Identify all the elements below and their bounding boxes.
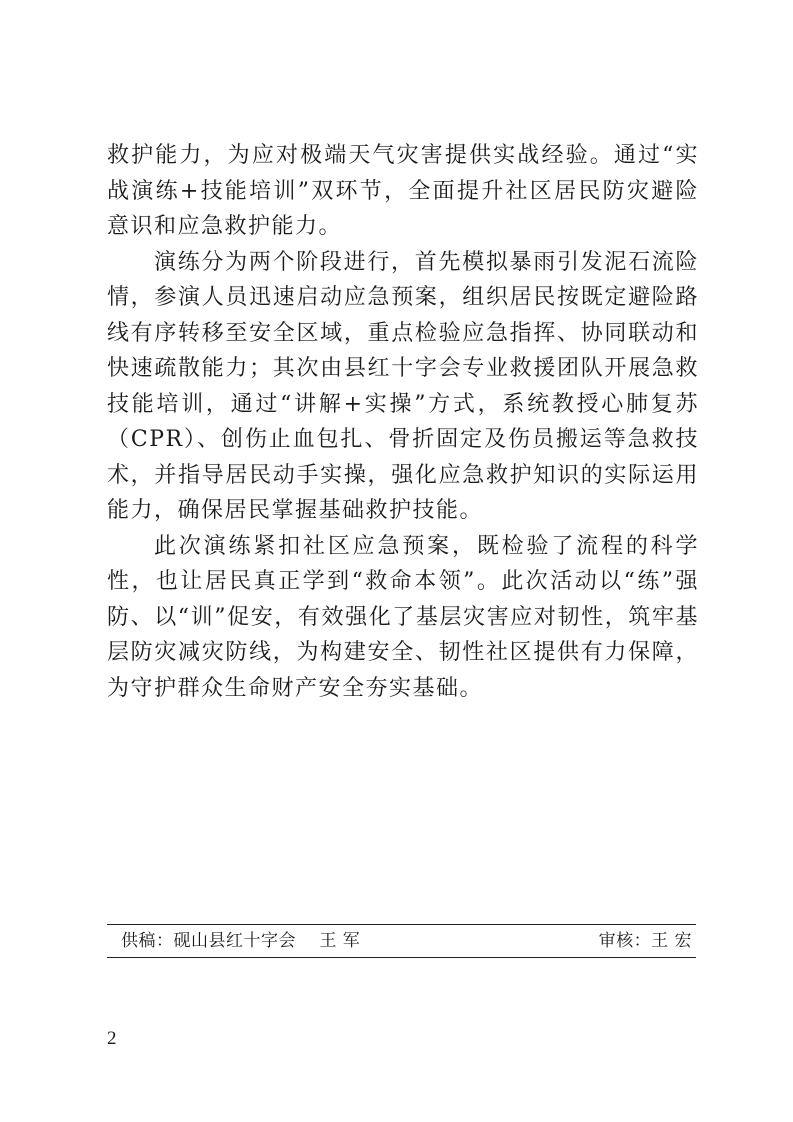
byline-box (107, 924, 696, 958)
paragraph-2: 演练分为两个阶段进行，首先模拟暴雨引发泥石流险情，参演人员迅速启动应急预案，组织居民按既定避险路线有序转移至安全区域，重点检验应急指挥、协同联动和快速疏散能力；其次由县红十字会专业救援团队开展急救技能培训，通过“讲解+实操”方式，系统教授心肺复苏（CPR）、创伤止血包扎、骨折固定及伤员搬运等急救技术，并指导居民动手实操，强化应急救护知识的实际运用能力，确保居民掌握基础救护技能。 (107, 249, 699, 523)
paragraph-1: 救护能力，为应对极端天气灾害提供实战经验。通过“实战演练+技能培训”双环节，全面提升社区居民防灾避险意识和应急救护能力。 (107, 143, 699, 239)
page-number: 2 (107, 1028, 117, 1049)
reviewer-credit: 审核：王 宏 (598, 931, 692, 951)
paragraph-3: 此次演练紧扣社区应急预案，既检验了流程的科学性，也让居民真正学到“救命本领”。此次活动以“练”强防、以“训”促安，有效强化了基层灾害应对韧性，筑牢基层防灾减灾防线，为构建安全、韧性社区提供有力保障，为守护群众生命财产安全夯实基础。 (107, 533, 699, 701)
contributor-credit: 供稿：砚山县红十字会 王 军 (121, 931, 361, 951)
article-body (107, 138, 699, 706)
